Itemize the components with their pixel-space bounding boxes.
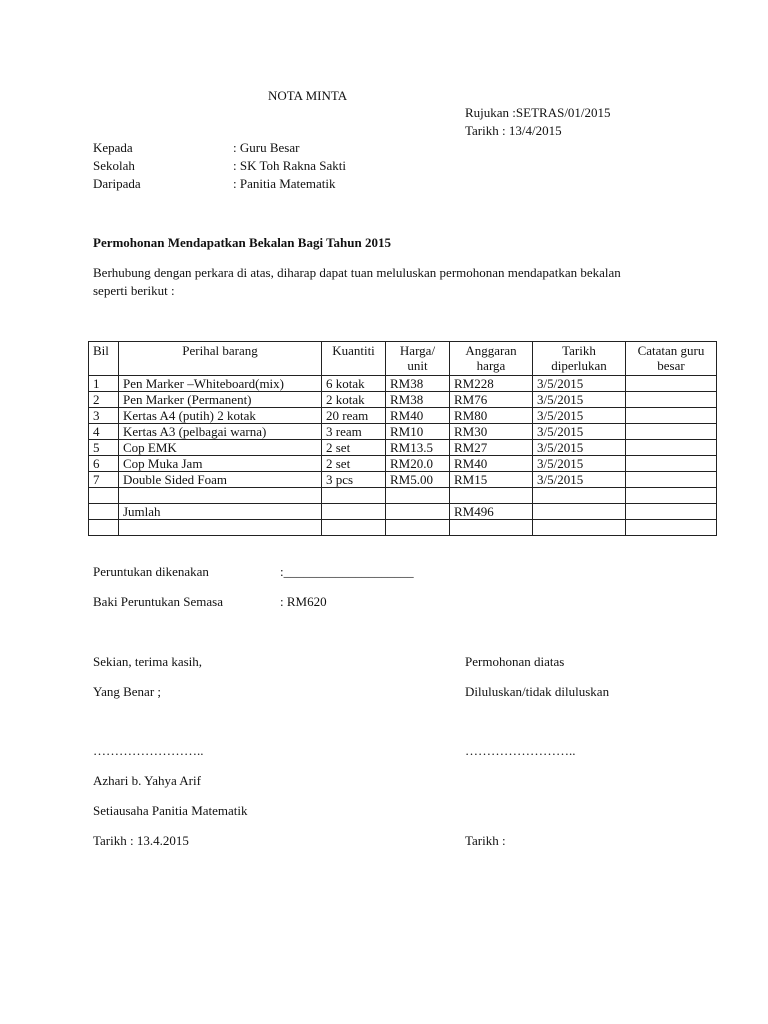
table-row [89, 392, 717, 408]
cell-tarikh [533, 504, 626, 520]
cell-anggaran: RM40 [450, 456, 533, 472]
cell-anggaran: RM76 [450, 392, 533, 408]
cell-kuantiti: 3 ream [322, 424, 386, 440]
cell-kuantiti: 2 set [322, 456, 386, 472]
cell-anggaran: RM30 [450, 424, 533, 440]
cell-tarikh: 3/5/2015 [533, 424, 626, 440]
cell-bil: 4 [89, 424, 119, 440]
cell-anggaran: RM27 [450, 440, 533, 456]
baki-label: Baki Peruntukan Semasa [93, 594, 223, 609]
col-header-harga-unit: Harga/ unit [386, 342, 450, 376]
cell-kuantiti: 2 kotak [322, 392, 386, 408]
approval-status: Diluluskan/tidak diluluskan [465, 684, 610, 699]
cell-bil: 1 [89, 376, 119, 392]
cell-tarikh: 3/5/2015 [533, 376, 626, 392]
col-header-tarikh: Tarikh diperlukan [533, 342, 626, 376]
memo-date: Tarikh : 13/4/2015 [465, 123, 562, 138]
col-header-bil: Bil [89, 342, 119, 376]
cell-catatan [626, 456, 717, 472]
signature-date-right: Tarikh : [465, 833, 506, 848]
cell-perihal: Cop Muka Jam [119, 456, 322, 472]
cell-perihal: Cop EMK [119, 440, 322, 456]
cell-harga: RM10 [386, 424, 450, 440]
cell-anggaran [450, 488, 533, 504]
cell-perihal [119, 520, 322, 536]
table-row-empty [89, 488, 717, 504]
cell-harga: RM40 [386, 408, 450, 424]
cell-tarikh: 3/5/2015 [533, 456, 626, 472]
table-row-total [89, 504, 717, 520]
cell-anggaran [450, 520, 533, 536]
cell-harga: RM38 [386, 376, 450, 392]
cell-kuantiti: 6 kotak [322, 376, 386, 392]
peruntukan-value: :____________________ [280, 564, 414, 579]
cell-tarikh [533, 520, 626, 536]
cell-kuantiti [322, 520, 386, 536]
recipient-label-daripada: Daripada [93, 176, 141, 191]
signatory-name: Azhari b. Yahya Arif [93, 773, 201, 788]
cell-tarikh: 3/5/2015 [533, 392, 626, 408]
subject-heading: Permohonan Mendapatkan Bekalan Bagi Tahun 2015 [93, 235, 391, 250]
cell-catatan [626, 408, 717, 424]
cell-catatan [626, 440, 717, 456]
cell-total-value: RM496 [450, 504, 533, 520]
col-header-kuantiti: Kuantiti [322, 342, 386, 376]
cell-perihal: Pen Marker –Whiteboard(mix) [119, 376, 322, 392]
closing-sekian: Sekian, terima kasih, [93, 654, 203, 669]
cell-harga: RM13.5 [386, 440, 450, 456]
cell-catatan [626, 424, 717, 440]
peruntukan-label: Peruntukan dikenakan [93, 564, 209, 579]
cell-harga: RM38 [386, 392, 450, 408]
signature-line-right: …………………….. [465, 743, 576, 758]
cell-perihal: Double Sided Foam [119, 472, 322, 488]
signature-date-left: Tarikh : 13.4.2015 [93, 833, 189, 848]
cell-anggaran: RM80 [450, 408, 533, 424]
table-row [89, 472, 717, 488]
cell-catatan [626, 520, 717, 536]
table-row [89, 440, 717, 456]
cell-bil: 5 [89, 440, 119, 456]
cell-catatan [626, 472, 717, 488]
cell-catatan [626, 392, 717, 408]
cell-tarikh: 3/5/2015 [533, 472, 626, 488]
cell-kuantiti: 2 set [322, 440, 386, 456]
signature-line-left: …………………….. [93, 743, 204, 758]
cell-harga [386, 488, 450, 504]
cell-harga: RM5.00 [386, 472, 450, 488]
cell-bil [89, 488, 119, 504]
cell-bil [89, 520, 119, 536]
cell-anggaran: RM15 [450, 472, 533, 488]
cell-catatan [626, 504, 717, 520]
cell-bil [89, 504, 119, 520]
recipient-value-sekolah: : SK Toh Rakna Sakti [233, 158, 346, 173]
cell-bil: 3 [89, 408, 119, 424]
supply-request-table [88, 341, 717, 536]
cell-tarikh: 3/5/2015 [533, 408, 626, 424]
cell-total-label: Jumlah [119, 504, 322, 520]
table-row [89, 376, 717, 392]
cell-harga [386, 504, 450, 520]
approval-heading: Permohonan diatas [465, 654, 565, 669]
cell-perihal: Kertas A4 (putih) 2 kotak [119, 408, 322, 424]
signatory-position: Setiausaha Panitia Matematik [93, 803, 248, 818]
cell-bil: 7 [89, 472, 119, 488]
table-header-row [89, 342, 717, 376]
table-row-empty [89, 520, 717, 536]
cell-anggaran: RM228 [450, 376, 533, 392]
col-header-anggaran: Anggaran harga [450, 342, 533, 376]
recipient-label-sekolah: Sekolah [93, 158, 135, 173]
recipient-value-kepada: : Guru Besar [233, 140, 300, 155]
closing-yang-benar: Yang Benar ; [93, 684, 162, 699]
cell-kuantiti: 20 ream [322, 408, 386, 424]
cell-kuantiti [322, 488, 386, 504]
cell-perihal: Pen Marker (Permanent) [119, 392, 322, 408]
col-header-perihal: Perihal barang [119, 342, 322, 376]
table-row [89, 408, 717, 424]
recipient-value-daripada: : Panitia Matematik [233, 176, 336, 191]
cell-kuantiti [322, 504, 386, 520]
cell-harga [386, 520, 450, 536]
cell-perihal [119, 488, 322, 504]
table-row [89, 424, 717, 440]
reference-number: Rujukan :SETRAS/01/2015 [465, 105, 611, 120]
baki-value: : RM620 [280, 594, 327, 609]
cell-bil: 2 [89, 392, 119, 408]
cell-bil: 6 [89, 456, 119, 472]
table-row [89, 456, 717, 472]
cell-tarikh: 3/5/2015 [533, 440, 626, 456]
recipient-label-kepada: Kepada [93, 140, 133, 155]
cell-perihal: Kertas A3 (pelbagai warna) [119, 424, 322, 440]
cell-tarikh [533, 488, 626, 504]
col-header-catatan: Catatan guru besar [626, 342, 717, 376]
cell-harga: RM20.0 [386, 456, 450, 472]
memo-title: NOTA MINTA [268, 88, 348, 103]
cell-kuantiti: 3 pcs [322, 472, 386, 488]
cell-catatan [626, 376, 717, 392]
body-line-2: seperti berikut : [93, 283, 175, 298]
body-line-1: Berhubung dengan perkara di atas, diharap dapat tuan meluluskan permohonan mendapatkan bekalan [93, 265, 621, 280]
cell-catatan [626, 488, 717, 504]
